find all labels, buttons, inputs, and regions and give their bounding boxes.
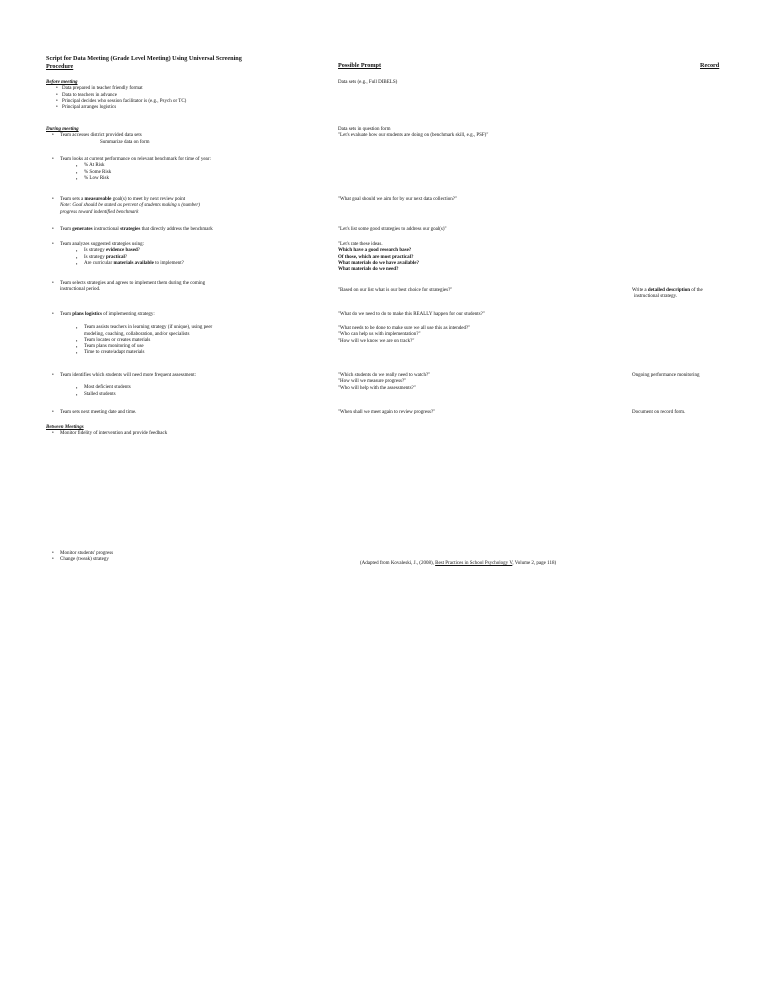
item-text: Is strategy: [84, 254, 106, 260]
goal-block: [46, 197, 316, 216]
citation-text: (Adapted from Kovaleski, J., (2008),: [360, 561, 436, 566]
citation: [360, 561, 556, 567]
plans-prompts: [338, 326, 470, 345]
list-item: ▪ % Low Risk: [46, 176, 316, 182]
list-item: [46, 312, 316, 318]
plans-text: of implementing strategy:: [101, 312, 155, 317]
list-item: • Change (tweak) strategy: [46, 557, 316, 563]
access-prompt: [338, 127, 488, 140]
bottom-items: [46, 551, 316, 564]
list-item: • Team looks at current performance on relevant benchmark for time of year:: [46, 157, 316, 163]
during-meeting-section: [46, 127, 316, 146]
between-list: [46, 431, 316, 437]
select-list: [46, 281, 316, 287]
identify-sublist: [46, 385, 316, 398]
prompt-line: "Let's rate these ideas.: [338, 242, 383, 247]
gen-text: instructional: [92, 227, 121, 232]
record-text: Write a: [632, 288, 648, 293]
identify-block: [46, 373, 316, 398]
list-item: • Team sets next meeting date and time.: [46, 410, 316, 416]
before-meeting-section: [46, 80, 316, 111]
list-item: • Data prepared in teacher friendly format: [56, 86, 316, 92]
list-item: • Data to teachers in advance: [56, 93, 316, 99]
list-item: [46, 227, 316, 233]
list-item: ▪ Time to create/adapt materials: [46, 350, 316, 356]
identify-list: [46, 373, 316, 379]
item-text: Are curricular: [84, 260, 114, 266]
plans-list: [46, 312, 316, 318]
item-bold: materials available: [113, 260, 154, 266]
prompt-line: Which have a good research base?: [338, 248, 412, 254]
goal-bold: measureable: [84, 197, 112, 202]
record-text: of the: [690, 288, 703, 293]
prompt-line: "How will we know we are on track?": [338, 338, 415, 344]
between-heading: Between Meetings: [46, 425, 84, 430]
select-record: [632, 288, 732, 301]
record-header: Record: [700, 62, 720, 69]
prompt-line: "Let's evaluate how our students are doing on (benchmark skill, e.g., PSF)": [338, 133, 489, 139]
citation-text: , Volume 2, page 118): [512, 561, 557, 566]
next-prompt: "When shall we meet again to review progress?": [338, 410, 436, 415]
looks-list: [46, 157, 316, 182]
item-text: Is strategy: [84, 248, 106, 254]
item-bold: practical: [105, 254, 125, 260]
list-item: ▪ Stalled students: [46, 392, 316, 398]
analyze-prompt: [338, 242, 419, 273]
list-item: ▪ Team plans monitoring of use: [46, 344, 316, 350]
identify-record: Ongoing performance monitoring: [632, 373, 700, 378]
prompt-line: Of those, which are most practical?: [338, 254, 414, 260]
goal-list: [46, 197, 316, 203]
analyze-block: [46, 242, 316, 267]
item-text: ?: [137, 248, 140, 254]
list-item: • Principal decides who session facilitator is (e.g., Psych or TC): [56, 99, 316, 105]
document-title: [46, 55, 306, 71]
list-item: ▪ Team locates or creates materials: [46, 338, 316, 344]
summarize-text: Summarize data on form: [100, 139, 150, 145]
before-list: [46, 86, 316, 111]
select-prompt: "Based on our list what is our best choice for strategies?": [338, 288, 453, 293]
gen-text: Team: [60, 227, 73, 232]
bottom-list: [46, 551, 316, 564]
record-line: instructional strategy.: [634, 294, 677, 300]
select-continued: instructional period.: [60, 287, 101, 293]
goal-text: goal(s) to meet by next review point: [111, 197, 186, 202]
analyze-list: [46, 242, 316, 267]
prompt-line: What materials do we need?: [338, 267, 399, 272]
prompt-header: Possible Prompt: [338, 62, 382, 69]
list-item: ▪ % Some Risk: [46, 170, 316, 176]
list-item-continued: modeling, coaching, collaboration, and/or specialists: [84, 331, 190, 337]
next-block: [46, 410, 316, 416]
during-heading: During meeting: [46, 127, 79, 132]
list-item: • Monitor fidelity of intervention and provide feedback: [46, 431, 316, 437]
before-prompt: Data sets (e.g., Full DIBELS): [338, 80, 398, 85]
prompt-line: "Who can help us with implementation?": [338, 332, 421, 338]
gen-text: that directly address the benchmark: [140, 227, 213, 232]
generate-list: [46, 227, 316, 233]
plans-text: Team: [60, 312, 73, 317]
record-bold: detailed description: [647, 288, 690, 293]
list-item: • Team selects strategies and agrees to implement them during the coming: [46, 281, 316, 287]
item-text: to implement?: [153, 260, 184, 266]
list-item: [46, 261, 316, 267]
list-item: • Team analyzes suggested strategies using:: [46, 242, 316, 248]
between-meetings-section: [46, 425, 316, 438]
identify-prompts: [338, 373, 430, 392]
list-item: ▪ % At Risk: [46, 163, 316, 169]
item-text: ?: [124, 254, 128, 260]
list-item: • Team accesses district provided data sets: [46, 133, 316, 139]
goal-note: progress toward indentified benchmark: [60, 209, 139, 215]
citation-title: Best Practices in School Psychology V: [435, 561, 513, 566]
procedure-header: Procedure: [46, 62, 74, 70]
before-heading: Before meeting: [46, 80, 78, 85]
list-item: ▪ Most deficient students: [46, 385, 316, 391]
item-bold: evidence based: [105, 248, 138, 254]
next-record: Document on record form.: [632, 410, 686, 415]
goal-prompt: "What goal should we aim for by our next data collection?": [338, 197, 458, 202]
plans-prompt: "What do we need to do to make this REALLY happen for our students?": [338, 312, 485, 317]
gen-bold: strategies: [120, 227, 141, 232]
gen-bold: generates: [72, 227, 93, 232]
prompt-line: "Which students do we really need to watch?": [338, 373, 431, 378]
prompt-line: "What needs to be done to make sure we all use this as intended?": [338, 326, 471, 331]
list-item: [46, 197, 316, 203]
prompt-line: Data sets in question form: [338, 127, 391, 132]
next-list: [46, 410, 316, 416]
title-line: Script for Data Meeting (Grade Level Meeting) Using Universal Screening: [46, 55, 242, 62]
goal-text: Team sets a: [60, 197, 85, 202]
plans-bold: plans logistics: [72, 312, 102, 317]
list-item: ▪ Team assists teachers in learning strategy (if unique), using peer: [46, 325, 316, 331]
goal-note: Note: Goal should be stated as percent of students making x (number): [60, 203, 200, 209]
plans-sublist: [46, 325, 316, 356]
list-item: • Team identifies which students will need more frequent assessment:: [46, 373, 316, 379]
access-list: [46, 133, 316, 139]
prompt-line: "How will we measure progress?": [338, 379, 407, 385]
list-item: • Monitor students' progress: [46, 551, 316, 557]
list-item: • Principal arranges logistics: [56, 105, 316, 111]
prompt-line: "Who will help with the assessments?": [338, 385, 416, 391]
looks-block: [46, 157, 316, 182]
prompt-line: What materials do we have available?: [338, 260, 419, 266]
plans-block: [46, 312, 316, 357]
select-block: [46, 281, 316, 294]
generate-prompt: "Let's list some good strategies to address our goal(s)": [338, 227, 447, 232]
generate-block: [46, 227, 316, 233]
